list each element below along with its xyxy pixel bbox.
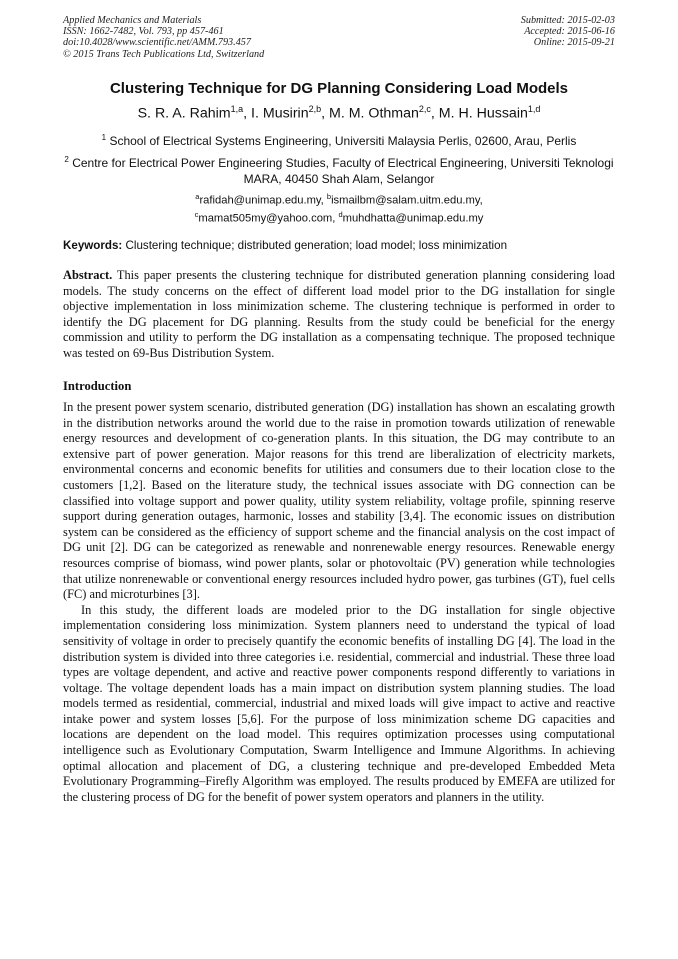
author-sup: 2,c [418, 104, 431, 114]
affiliation-sup: 2 [64, 155, 69, 164]
submitted-date: Submitted: 2015-02-03 [520, 15, 615, 26]
keywords-label: Keywords: [63, 239, 123, 252]
email-sup: d [338, 209, 343, 219]
abstract-text: This paper presents the clustering technique for distributed generation planning considering load models. The study concerns on the effect of different load model prior to the DG installation for single objective implementation in loss minimization scheme. The clustering technique is performed in order to identify the DG placement for DG planning. Results from the study could be beneficial for the energy commission and utility to perform the DG installation as a compensating technique. The proposed technique was tested on 69-Bus Distribution System. [63, 268, 616, 360]
accepted-date: Accepted: 2015-06-16 [524, 26, 615, 38]
author: S. R. A. Rahim [137, 105, 231, 122]
journal-copyright: © 2015 Trans Tech Publications Ltd, Switzerland [63, 48, 265, 60]
section-heading-introduction: Introduction [63, 379, 132, 393]
journal-issn: ISSN: 1662-7482, Vol. 793, pp 457-461 [63, 26, 224, 38]
email[interactable]: ismailbm@salam.uitm.edu.my, [331, 194, 483, 207]
affiliation-text: Centre for Electrical Power Engineering Studies, Faculty of Electrical Engineering, Universiti Teknologi MARA, 40450 Shah Alam, Selangor [72, 156, 614, 186]
author: M. H. Hussain [438, 105, 528, 122]
abstract-label: Abstract. [63, 268, 113, 282]
email[interactable]: rafidah@unimap.edu.my, [199, 194, 327, 207]
author-sep: , [321, 105, 329, 122]
author-sup: 1,a [230, 104, 244, 114]
affiliation-1 [0, 130, 678, 150]
affiliation-text: School of Electrical Systems Engineering, Universiti Malaysia Perlis, 02600, Arau, Perlis [109, 134, 577, 148]
email-sup: c [194, 209, 199, 219]
email-sup: b [326, 192, 332, 201]
author: I. Musirin [251, 105, 309, 122]
publication-dates [521, 15, 615, 49]
affiliation-sup: 1 [101, 133, 107, 142]
journal-info [63, 15, 264, 60]
intro-paragraph-2: In this study, the different loads are modeled prior to the DG installation for single objective implementation considering loss minimization. System planners need to understand the typical of load sensitivity of voltage in order to precisely quantify the economic benefits of installing DG [4]. The load in the distribution system is divided into three categories i.e. residential, commercial and industrial. These three load types are voltage dependent, and active and reactive power components respond differently to variations in voltage. The voltage dependent loads has a main impact on distribution system planning studies. The load models termed as residential, commercial, industrial and mixed loads will give impact to active and reactive intake power and system losses [5,6]. For the purpose of loss minimization scheme DG capacities and locations are dependent on the load model. This requires optimization processes using computational intelligence such as Evolutionary Computation, Swarm Intelligence and Immune Algorithms. In achieving optimal allocation and placement of DG, a clustering technique and pre-developed Embedded Meta Evolutionary Programming–Firefly Algorithm was employed. The results produced by EMEFA are utilized for the clustering process of DG for the benefit of power system operators and planners in the utility. [63, 602, 615, 804]
intro-paragraph-1: In the present power system scenario, distributed generation (DG) installation has shown an escalating growth in the distribution networks around the world due to the raise in promotion towards utilization of renewable energy resources and development of co-generation plants. In this situation, the DG may contribute to an extensive part of power generation. Major reasons for this trend are liberalization of electricity markets, environmental concerns and economic benefits for utilities and consumers due to their location close to the customers [1,2]. Based on the literature study, the technical issues associate with DG connection can be classified into voltage support and power quality, utility system reliability, voltage profile, spinning reserve support during generation outages, harmonic, losses and stability [3,4]. The economic issues on distribution system can be considered as the efficiency of support scheme and the financial analysis on the cost impact of DG unit [2]. DG can be categorized as renewable and nonrenewable energy resources. Renewable energy resources comprise of biomass, wind power plants, solar or photovoltaic (PV) generation while technologies that utilize nonrenewable or conventional energy resources included hydro power, gas turbines (GT), fuel cells (FC) and microturbines [3]. [63, 400, 615, 602]
keywords [63, 239, 615, 252]
author: M. M. Othman [329, 105, 419, 122]
abstract [63, 268, 615, 362]
author-sup: 1,d [527, 104, 541, 114]
author-emails [0, 190, 678, 225]
keywords-text: Clustering technique; distributed generation; load model; loss minimization [125, 239, 508, 252]
paper-title: Clustering Technique for DG Planning Considering Load Models [109, 80, 569, 97]
email[interactable]: muhdhatta@unimap.edu.my [342, 212, 484, 225]
introduction-body [63, 400, 615, 805]
journal-name: Applied Mechanics and Materials [63, 15, 202, 26]
author-sep: , [243, 105, 252, 122]
affiliation-2 [0, 152, 678, 187]
email[interactable]: mamat505my@yahoo.com, [198, 212, 339, 225]
online-date: Online: 2015-09-21 [533, 37, 615, 49]
author-sup: 2,b [308, 104, 322, 114]
email-sup: a [195, 192, 200, 201]
author-list [0, 104, 678, 122]
journal-doi: doi:10.4028/www.scientific.net/AMM.793.457 [63, 37, 251, 49]
author-sep: , [430, 105, 439, 122]
